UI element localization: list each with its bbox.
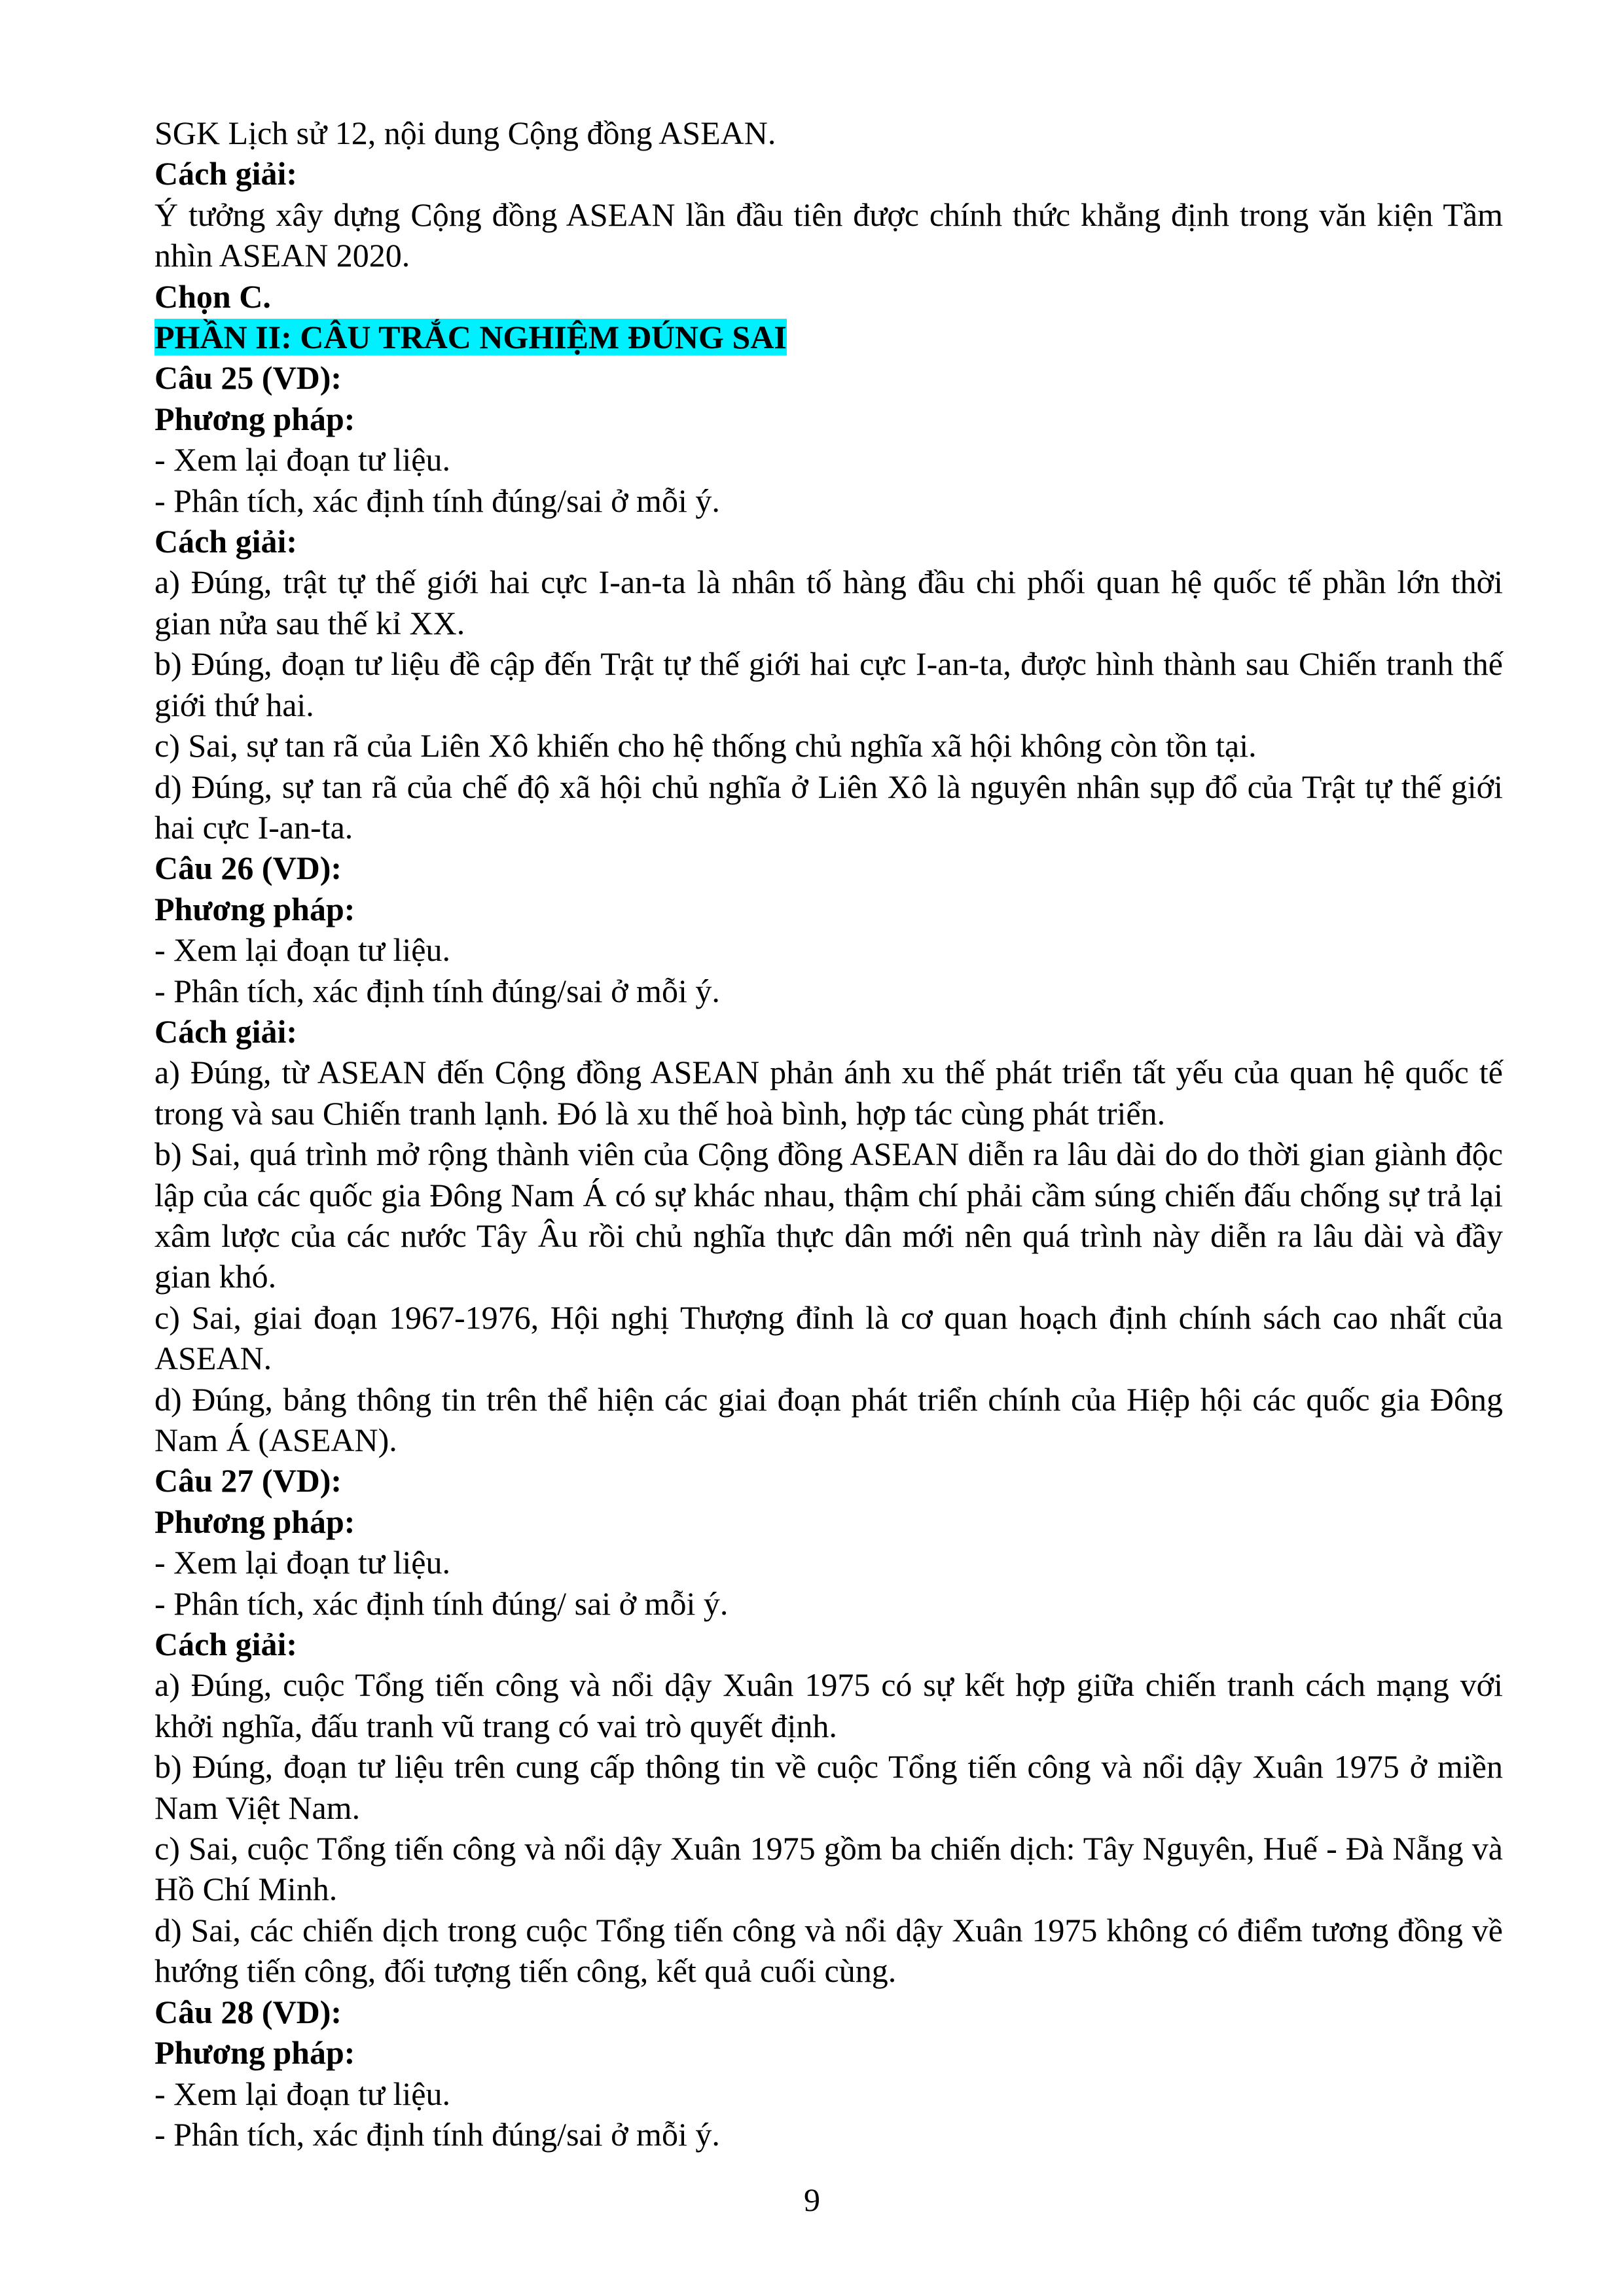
method-label: Phương pháp: <box>154 1503 355 1540</box>
method-step: - Xem lại đoạn tư liệu. <box>154 441 450 478</box>
solution-label: Cách giải: <box>154 155 298 192</box>
answer-item: c) Sai, sự tan rã của Liên Xô khiến cho hệ thống chủ nghĩa xã hội không còn tồn tại. <box>154 727 1257 764</box>
answer-item: c) Sai, cuộc Tổng tiến công và nổi dậy Xuân 1975 gồm ba chiến dịch: Tây Nguyên, Huế - Đà Nẵng và Hồ Chí Minh. <box>154 1830 1503 1908</box>
question-title: Câu 27 (VD): <box>154 1462 342 1499</box>
method-step: - Xem lại đoạn tư liệu. <box>154 2075 450 2112</box>
method-label: Phương pháp: <box>154 890 355 927</box>
answer-item: d) Đúng, bảng thông tin trên thể hiện các giai đoạn phát triển chính của Hiệp hội các quốc gia Đông Nam Á (ASEAN). <box>154 1380 1503 1458</box>
section-title-highlight: PHẦN II: CÂU TRẮC NGHIỆM ĐÚNG SAI <box>154 319 787 356</box>
answer-item: b) Sai, quá trình mở rộng thành viên của Cộng đồng ASEAN diễn ra lâu dài do do thời gian giành độc lập của các quốc gia Đông Nam Á có sự khác nhau, thậm chí phải cầm súng chiến đấu chống sự trả lại xâm lược của các nước Tây Âu rồi chủ nghĩa thực dân mới nên quá trình này diễn ra lâu dài và đầy gian khó. <box>154 1136 1503 1295</box>
method-step: - Phân tích, xác định tính đúng/ sai ở mỗi ý. <box>154 1585 729 1622</box>
solution-label: Cách giải: <box>154 1626 298 1663</box>
method-step: - Phân tích, xác định tính đúng/sai ở mỗi ý. <box>154 2115 720 2153</box>
question-title: Câu 28 (VD): <box>154 1993 342 2030</box>
question-title: Câu 25 (VD): <box>154 359 342 397</box>
answer-item: b) Đúng, đoạn tư liệu đề cập đến Trật tự thế giới hai cực I-an-ta, được hình thành sau Chiến tranh thế giới thứ hai. <box>154 645 1503 723</box>
question-title: Câu 26 (VD): <box>154 850 342 887</box>
method-step: - Phân tích, xác định tính đúng/sai ở mỗi ý. <box>154 482 720 519</box>
section-title <box>154 317 1503 357</box>
answer-choice: Chọn C. <box>154 278 271 315</box>
solution-label: Cách giải: <box>154 523 298 560</box>
document-page <box>154 113 1503 2155</box>
method-label: Phương pháp: <box>154 400 355 437</box>
method-step: - Phân tích, xác định tính đúng/sai ở mỗi ý. <box>154 972 720 1009</box>
solution-label: Cách giải: <box>154 1013 298 1050</box>
method-step: - Xem lại đoạn tư liệu. <box>154 931 450 969</box>
answer-item: d) Sai, các chiến dịch trong cuộc Tổng tiến công và nổi dậy Xuân 1975 không có điểm tương đồng về hướng tiến công, đối tượng tiến công, kết quả cuối cùng. <box>154 1911 1503 1990</box>
answer-item: c) Sai, giai đoạn 1967-1976, Hội nghị Thượng đỉnh là cơ quan hoạch định chính sách cao nhất của ASEAN. <box>154 1299 1503 1377</box>
page-number: 9 <box>804 2181 820 2218</box>
answer-item: d) Đúng, sự tan rã của chế độ xã hội chủ nghĩa ở Liên Xô là nguyên nhân sụp đổ của Trật tự thế giới hai cực I-an-ta. <box>154 768 1503 846</box>
solution-text: Ý tưởng xây dựng Cộng đồng ASEAN lần đầu tiên được chính thức khẳng định trong văn kiện Tầm nhìn ASEAN 2020. <box>154 196 1503 274</box>
method-label: Phương pháp: <box>154 2034 355 2072</box>
answer-item: b) Đúng, đoạn tư liệu trên cung cấp thông tin về cuộc Tổng tiến công và nổi dậy Xuân 1975 ở miền Nam Việt Nam. <box>154 1748 1503 1826</box>
method-step: - Xem lại đoạn tư liệu. <box>154 1544 450 1581</box>
answer-item: a) Đúng, từ ASEAN đến Cộng đồng ASEAN phản ánh xu thế phát triển tất yếu của quan hệ quốc tế trong và sau Chiến tranh lạnh. Đó là xu thế hoà bình, hợp tác cùng phát triển. <box>154 1054 1503 1132</box>
answer-item: a) Đúng, trật tự thế giới hai cực I-an-ta là nhân tố hàng đầu chi phối quan hệ quốc tế phần lớn thời gian nửa sau thế kỉ XX. <box>154 564 1503 641</box>
answer-item: a) Đúng, cuộc Tổng tiến công và nổi dậy Xuân 1975 có sự kết hợp giữa chiến tranh cách mạng với khởi nghĩa, đấu tranh vũ trang có vai trò quyết định. <box>154 1666 1503 1744</box>
source-line: SGK Lịch sử 12, nội dung Cộng đồng ASEAN. <box>154 115 776 151</box>
